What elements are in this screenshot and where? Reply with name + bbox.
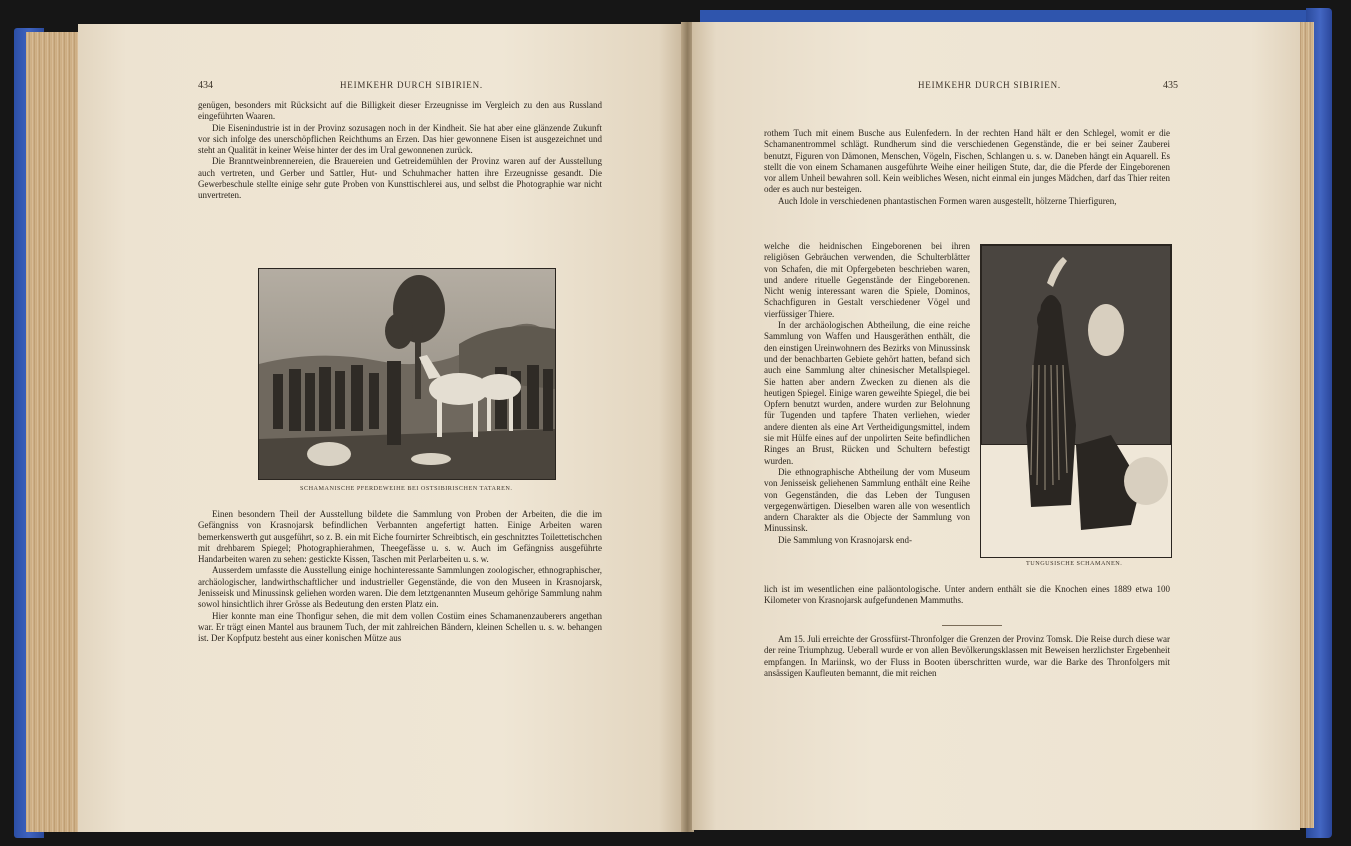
engraving-tungus-shamans xyxy=(980,244,1172,558)
paragraph: Hier konnte man eine Thonfigur sehen, die mit dem vollen Costüm eines Schamanenzauberers angethan war. Er trägt einen Mantel aus braunem Tuch, der mit zahlreichen Bändern, kleinen Schellen u. s. w. behangen ist. Der Kopfputz besteht aus einer konischen Mütze aus xyxy=(198,610,602,644)
right-running-head: HEIMKEHR DURCH SIBIRIEN. xyxy=(918,80,1061,90)
left-figure-caption: SCHAMANISCHE PFERDEWEIHE BEI OSTSIBIRISCHEN TATAREN. xyxy=(300,485,513,492)
paragraph: Ausserdem umfasste die Ausstellung einige hochinteressante Sammlungen zoologischer, ethnographischer, archäologischer, landwirthschaftlicher und industrieller Gegenstände, die von den Museen in Krasnojarsk, Jenisseisk und Minussinsk geliehen worden waren. Die dem letztgenannten Museum gehörige Sammlung nahm sowol hinsichtlich ihrer Grösse als Bedeutung den ersten Platz ein. xyxy=(198,565,602,610)
paragraph: rothem Tuch mit einem Busche aus Eulenfedern. In der rechten Hand hält er den Schlegel, womit er die Schamanentrommel schlägt. Rundherum sind die verschiedenen Gegenstände, die er bei seiner Zauberei benutzt, Figuren von Dämonen, Menschen, Vögeln, Fischen, Schlangen u. s. w. Daneben hängt ein Aquarell. Es stellt die von einem Schamanen ausgeführte Weihe einer heiligen Stute, dar, die die Pferde der Eingeborenen vor allem Unheil bewahren soll. Kein weibliches Wesen, nicht einmal ein junges Mädchen, darf das Thier reiten oder es auch nur besteigen. xyxy=(764,128,1170,195)
section-divider xyxy=(942,625,1002,626)
paragraph: Am 15. Juli erreichte der Grossfürst-Thronfolger die Grenzen der Provinz Tomsk. Die Reise durch diese war der reine Triumphzug. Ueberall wurde er von allen Bevölkerungsklassen mit Beweisen herzlichster Ergebenheit empfangen. In Mariinsk, wo der Fluss in Booten überschritten wurde, war die Barke des Thronfolgers mit ansässigen Kaufleuten bemannt, die mit reichen xyxy=(764,634,1170,678)
left-text-top xyxy=(198,100,602,202)
paragraph: In der archäologischen Abtheilung, die eine reiche Sammlung von Waffen und Hausgeräthen enthält, die den einstigen Ureinwohnern des Bezirks von Minussinsk und der benachbarten Gebiete gehört hatten, befand sich auch eine Sammlung alter chinesischer Metallspiegel. Sie hatten aber andern Zwecken zu dienen als die heutigen Spiegel. Einige waren geweihte Spiegel, die bei Opfern benutzt wurden, andere wurden zur Belohnung für Tugenden und tapfere Thaten verliehen, wieder andere dienten als eine Art Vertheidigungsmittel, indem sie mit Hülfe eines auf der unpolirten Seite befindlichen Ringes an Brust, Rücken und Schultern befestigt wurden. xyxy=(764,320,970,466)
paragraph: lich ist im wesentlichen eine paläontologische. Unter andern enthält sie die Knochen eines 1889 etwa 100 Kilometer von Krasnojarsk aufgefundenen Mammuths. xyxy=(764,584,1170,606)
right-text-end xyxy=(764,584,1170,607)
right-page-number: 435 xyxy=(1163,80,1178,91)
right-figure-caption: TUNGUSISCHE SCHAMANEN. xyxy=(1026,560,1123,567)
right-text-section xyxy=(764,634,1170,679)
right-text-narrow xyxy=(764,241,970,546)
left-running-head: HEIMKEHR DURCH SIBIRIEN. xyxy=(340,80,483,90)
engraving-horse-consecration xyxy=(258,268,556,480)
paragraph: Die ethnographische Abtheilung der vom Museum von Jenisseisk geliehenen Sammlung enthält eine Reihe von Gegenständen, die das Leben der Tungusen vergegenwärtigen. Dieselben waren alle von wesentlich andern Charakter als die Objecte der Sammlung von Minussinsk. xyxy=(764,466,970,534)
page-edges-left xyxy=(26,32,80,832)
paragraph: Einen besondern Theil der Ausstellung bildete die Sammlung von Proben der Arbeiten, die die im Gefängniss von Krasnojarsk befindlichen Verbannten angefertigt hatten. Einige Arbeiten waren bemerkenswerth gut ausgeführt, so z. B. ein mit Eiche fournirter Schreibtisch, ein geschnitztes Toilettetischchen mit drehbarem Spiegel; Photographierahmen, Theegefässe u. s. w. Auch im Gefängniss ausgeführte Handarbeiten waren zu sehen: gestickte Kissen, Taschen mit Perlarbeiten u. s. w. xyxy=(198,509,602,565)
paragraph: Die Branntweinbrennereien, die Brauereien und Getreidemühlen der Provinz waren auf der Ausstellung auch vertreten, und Gerber und Sattler, Hut- und Schuhmacher hatten ihre Erzeugnisse gesandt. Die Gewerbeschule stellte einige sehr gute Proben von Kunsttischlerei aus, und selbst die Photographie war nicht unvertreten. xyxy=(198,156,602,201)
left-text-bottom xyxy=(198,509,602,645)
paragraph: Auch Idole in verschiedenen phantastischen Formen waren ausgestellt, hölzerne Thierfiguren, xyxy=(778,195,1117,206)
left-page-number: 434 xyxy=(198,80,213,91)
paragraph: welche die heidnischen Eingeborenen bei ihren religiösen Gebräuchen verwenden, die Schulterblätter von Schafen, die mit Opfergebeten beschrieben waren, und andere rituelle Gegenstände der Eingeborenen. Nicht wenig interessant waren die Spiele, Dominos, Schachfiguren in Gestalt verschiedener Vögel und vierfüssiger Thiere. xyxy=(764,241,970,319)
engraving-tungus-shamans-art xyxy=(981,245,1171,557)
engraving-horse-consecration-art xyxy=(259,269,555,479)
paragraph: genügen, besonders mit Rücksicht auf die Billigkeit dieser Erzeugnisse im Vergleich zu den aus Russland eingeführten Waaren. xyxy=(198,100,602,122)
paragraph: Die Sammlung von Krasnojarsk end- xyxy=(778,534,912,545)
paragraph: Die Eisenindustrie ist in der Provinz sozusagen noch in der Kindheit. Sie hat aber eine glänzende Zukunft vor sich infolge des unerschöpflichen Reichthums an Erzen. Das hier gewonnene Eisen ist ausgezeichnet und steht an Qualität in keiner Weise hinter der des im Ural gewonnenen zurück. xyxy=(198,122,602,156)
right-text-full xyxy=(764,128,1170,207)
